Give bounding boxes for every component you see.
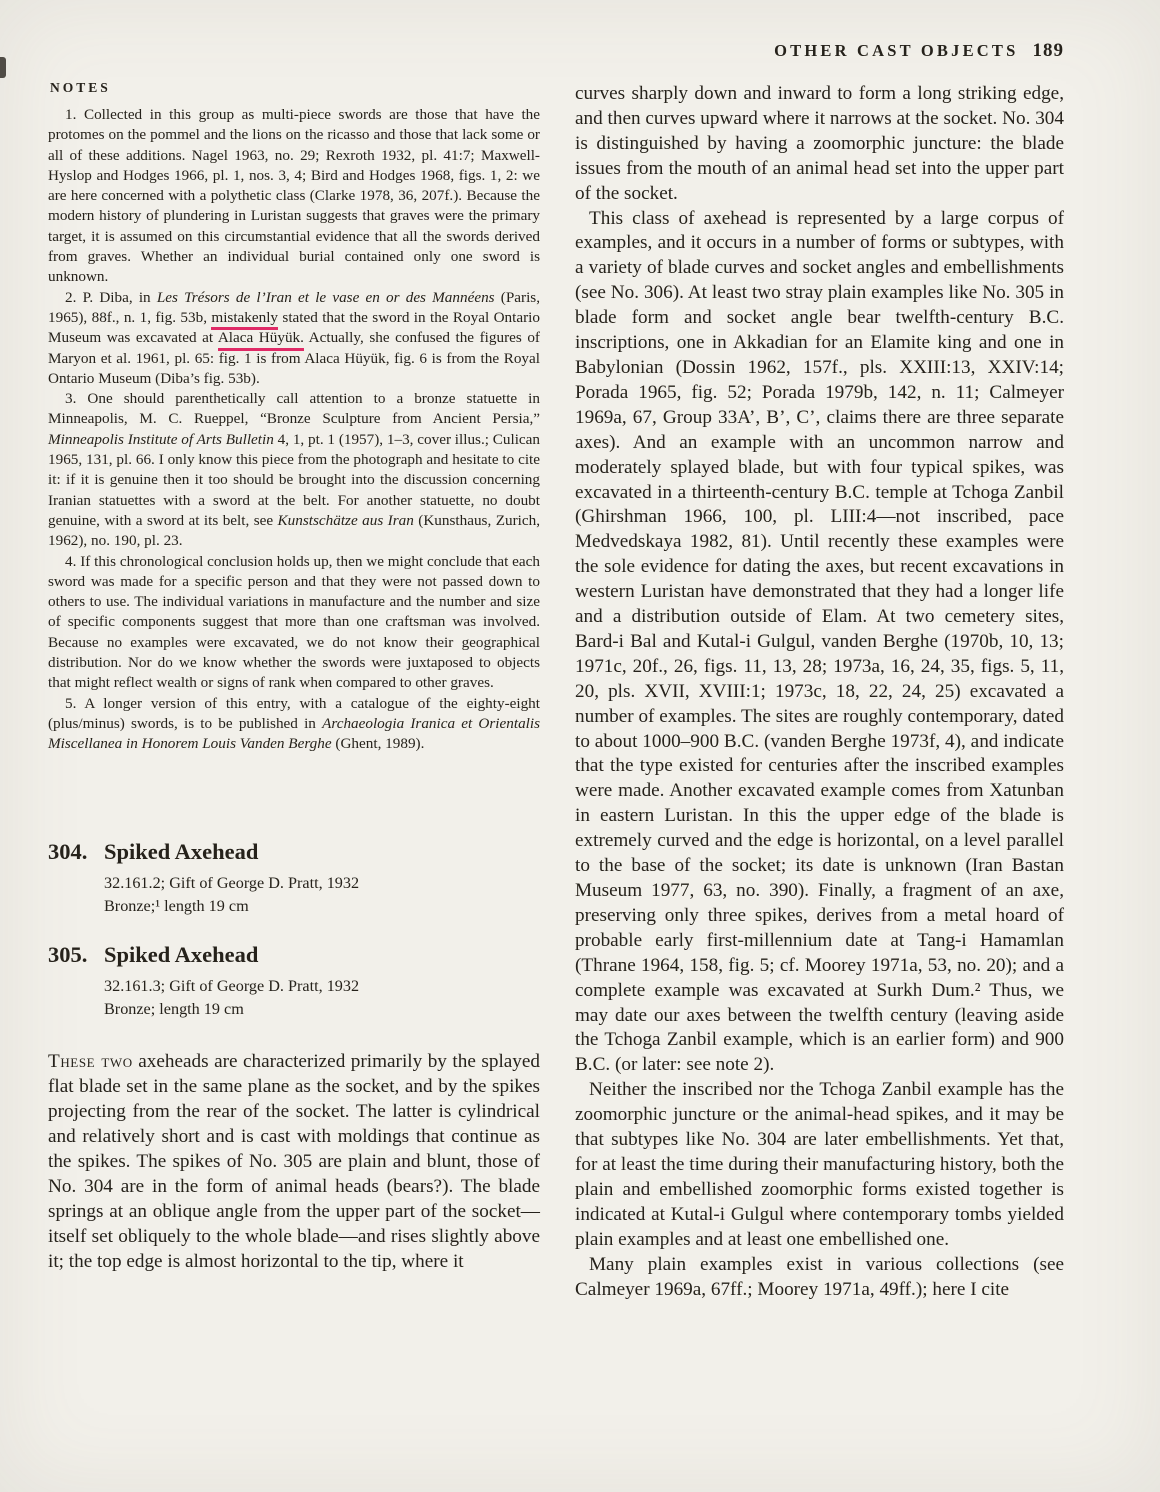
text-segment: 4, 1, pt. 1 (1957), 1–3, cover illus.; Culican 1965, 131, pl. 66. I only know this piece from the photograph and hesitate to cite it: if it is genuine then it too should be brought into the discussion concerning Iranian statuettes with a sword at the belt. For another statuette, no doubt genuine, with a sword at its belt, see [48, 430, 541, 529]
entry-304-heading [48, 839, 540, 865]
notes-heading: NOTES [50, 80, 111, 95]
note-5 [48, 694, 540, 755]
entry-305-heading [48, 942, 540, 968]
right-paragraph-2: This class of axehead is represented by a large corpus of examples, and it occurs in a number of forms or subtypes, with a variety of blade curves and socket angles and embellishments (see No. 306). At least two stray plain examples like No. 305 in blade form and socket angle bear twelfth-century B.C. inscriptions, one in Akkadian for an Elamite king and one in Babylonian (Dossin 1962, 157f., pls. XXIII:13, XXIV:14; Porada 1965, fig. 52; Porada 1979b, 142, n. 11; Calmeyer 1969a, 67, Group 33A’, B’, C’, claims there are three separate axes). And an example with an uncommon narrow and moderately splayed blade, but with four typical spikes, was excavated in a thirteenth-century B.C. temple at Tchoga Zanbil (Ghirshman 1966, 100, pl. LIII:4—not inscribed, pace Medvedskaya 1982, 81). Until recently these examples were the sole evidence for dating the axes, but recent excavations in western Luristan have demonstrated that they had a longer life and a distribution outside of Elam. At two cemetery sites, Bard-i Bal and Kutal-i Gulgul, vanden Berghe (1970b, 10, 13; 1971c, 20f., 26, figs. 11, 13, 28; 1973a, 16, 24, 35, figs. 5, 11, 20, pls. XVII, XVIII:1; 1973c, 18, 22, 24, 25) excavated a number of examples. The sites are roughly contemporary, dated to about 1000–900 B.C. (vanden Berghe 1973f, 4), and indicate that the type existed for centuries after the inscribed examples were made. Another excavated example comes from Xatunban in eastern Luristan. In this the upper edge of the blade is extremely curved and the edge is horizontal, on a level parallel to the base of the socket; its date is unknown (Iran Bastan Museum 1977, 63, no. 390). Finally, a fragment of an axe, preserving only three spikes, derives from a metal hoard of probable early first-millennium date at Tang-i Hamamlan (Thrane 1964, 158, fig. 5; cf. Moorey 1971a, 53, no. 20); and a complete example was excavated at Surkh Dum.² Thus, we may date our axes between the twelfth century (leaving aside the Tchoga Zanbil example, which is an earlier form) and 900 B.C. (or later: see note 2). [575, 207, 1064, 1076]
text-segment: Minneapolis Institute of Arts Bulletin [48, 430, 274, 448]
entry-304-details [104, 872, 540, 918]
text-segment: (Kunsthaus, Zurich, 1962), no. 190, pl. 23. [48, 511, 540, 550]
text-segment: Archaeologia Iranica et Orientalis Miscellanea in Honorem Louis Vanden Berghe [48, 714, 541, 753]
right-paragraph-3: Neither the inscribed nor the Tchoga Zanbil example has the zoomorphic juncture or the animal-head spikes, and it may be that subtypes like No. 304 are later embellishments. Yet that, for at least the time during their manufacturing history, both the plain and embellished zoomorphic forms existed together is indicated at Kutal-i Gulgul where contemporary tombs yielded plain examples and at least one embellished one. [575, 1079, 1064, 1250]
text-segment: stated that the sword in the Royal Ontario Museum was excavated at [48, 308, 540, 347]
text-segment: Les Trésors de l’Iran et le vase en or des Mannéens [156, 288, 495, 306]
text-segment: 1. Collected in this group as multi-piece swords are those that have the protomes on the pommel and the lions on the ricasso and those that lack some or all of these additions. Nagel 1963, no. 29; Rexroth 1932, pl. 41:7; Maxwell-Hyslop and Hodges 1966, pl. 1, nos. 3, 4; Bird and Hodges 1968, figs. 1, 2: we are here concerned with a polythetic class (Clarke 1978, 36, 207f.). Because the modern history of plundering in Luristan suggests that graves were the primary target, it is assumed on this circumstantial evidence that all the swords derived from graves. Whether an individual burial contained only one sword is unknown. [48, 106, 540, 286]
scan-artifact [0, 57, 6, 78]
entry-body-paragraph [48, 1049, 540, 1274]
note-2 [48, 288, 540, 389]
note-3 [48, 389, 540, 551]
text-segment: axeheads are characterized primarily by the splayed flat blade set in the same plane as the socket, and by the spikes projecting from the rear of the socket. The latter is cylindrical and relatively short and is cast with moldings that continue as the spikes. The spikes of No. 305 are plain and blunt, those of No. 304 are in the form of animal heads (bears?). The blade springs at an oblique angle from the upper part of the socket—itself set obliquely to the whole blade—and rises slightly above it; the top edge is almost horizontal to the tip, where it [48, 1050, 540, 1272]
entry-305-number: 305. [48, 941, 88, 967]
entry-304-title: Spiked Axehead [104, 838, 259, 864]
text-segment: Kunstschätze aus Iran [277, 511, 414, 529]
entry-305-details [104, 975, 540, 1021]
page-number: 189 [1032, 40, 1064, 61]
entry-305-credit: 32.161.3; Gift of George D. Pratt, 1932 [104, 976, 360, 995]
entry-305 [48, 942, 540, 1021]
entry-305-title: Spiked Axehead [104, 941, 259, 967]
entry-304-material: Bronze;¹ length 19 cm [104, 896, 249, 915]
red-underline-annotation: Alaca Hüyük. [218, 329, 304, 351]
left-column [48, 80, 540, 1293]
right-column [575, 82, 1064, 1302]
text-segment: Actually, she confused the figures of Maryon et al. 1961, pl. 65: fig. 1 is from Alaca Hüyük, fig. 6 is from the Royal Ontario Museum (Diba’s fig. 53b). [48, 329, 540, 387]
entry-304 [48, 839, 540, 918]
running-header [774, 40, 1064, 62]
red-underline-annotation: mistakenly [211, 309, 278, 331]
entry-305-material: Bronze; length 19 cm [104, 999, 244, 1018]
catalogue-entries [48, 839, 540, 1021]
text-segment: These two [48, 1050, 133, 1072]
entry-304-credit: 32.161.2; Gift of George D. Pratt, 1932 [104, 873, 360, 892]
running-header-title: OTHER CAST OBJECTS [774, 41, 1019, 60]
text-segment: 2. P. Diba, in [65, 288, 157, 306]
entry-304-number: 304. [48, 838, 88, 864]
right-paragraph-4: Many plain examples exist in various collections (see Calmeyer 1969a, 67ff.; Moorey 1971a, 49ff.); here I cite [575, 1253, 1064, 1300]
text-segment: 5. A longer version of this entry, with a catalogue of the eighty-eight (plus/minus) swords, is to be published in [48, 694, 540, 732]
note-4 [48, 552, 540, 694]
right-paragraph-1: curves sharply down and inward to form a long striking edge, and then curves upward where it narrows at the socket. No. 304 is distinguished by having a zoomorphic juncture: the blade issues from the mouth of an animal head set into the upper part of the socket. [575, 83, 1064, 204]
text-segment: 3. One should parenthetically call attention to a bronze statuette in Minneapolis, M. C. Rueppel, “Bronze Sculpture from Ancient Persia,” [48, 390, 540, 428]
note-1 [48, 105, 540, 288]
text-segment: (Paris, 1965), 88f., n. 1, fig. 53b, [48, 288, 540, 326]
text-segment: 4. If this chronological conclusion holds up, then we might conclude that each sword was made for a specific person and that they were not passed down to others to use. The individual variations in manufacture and the number and size of specific components suggest that more than one craftsman was involved. Because no examples were excavated, we do not know their geographical distribution. Nor do we know whether the swords were juxtaposed to objects that might reflect wealth or signs of rank when compared to other graves. [48, 552, 540, 692]
text-segment: (Ghent, 1989). [331, 735, 425, 753]
